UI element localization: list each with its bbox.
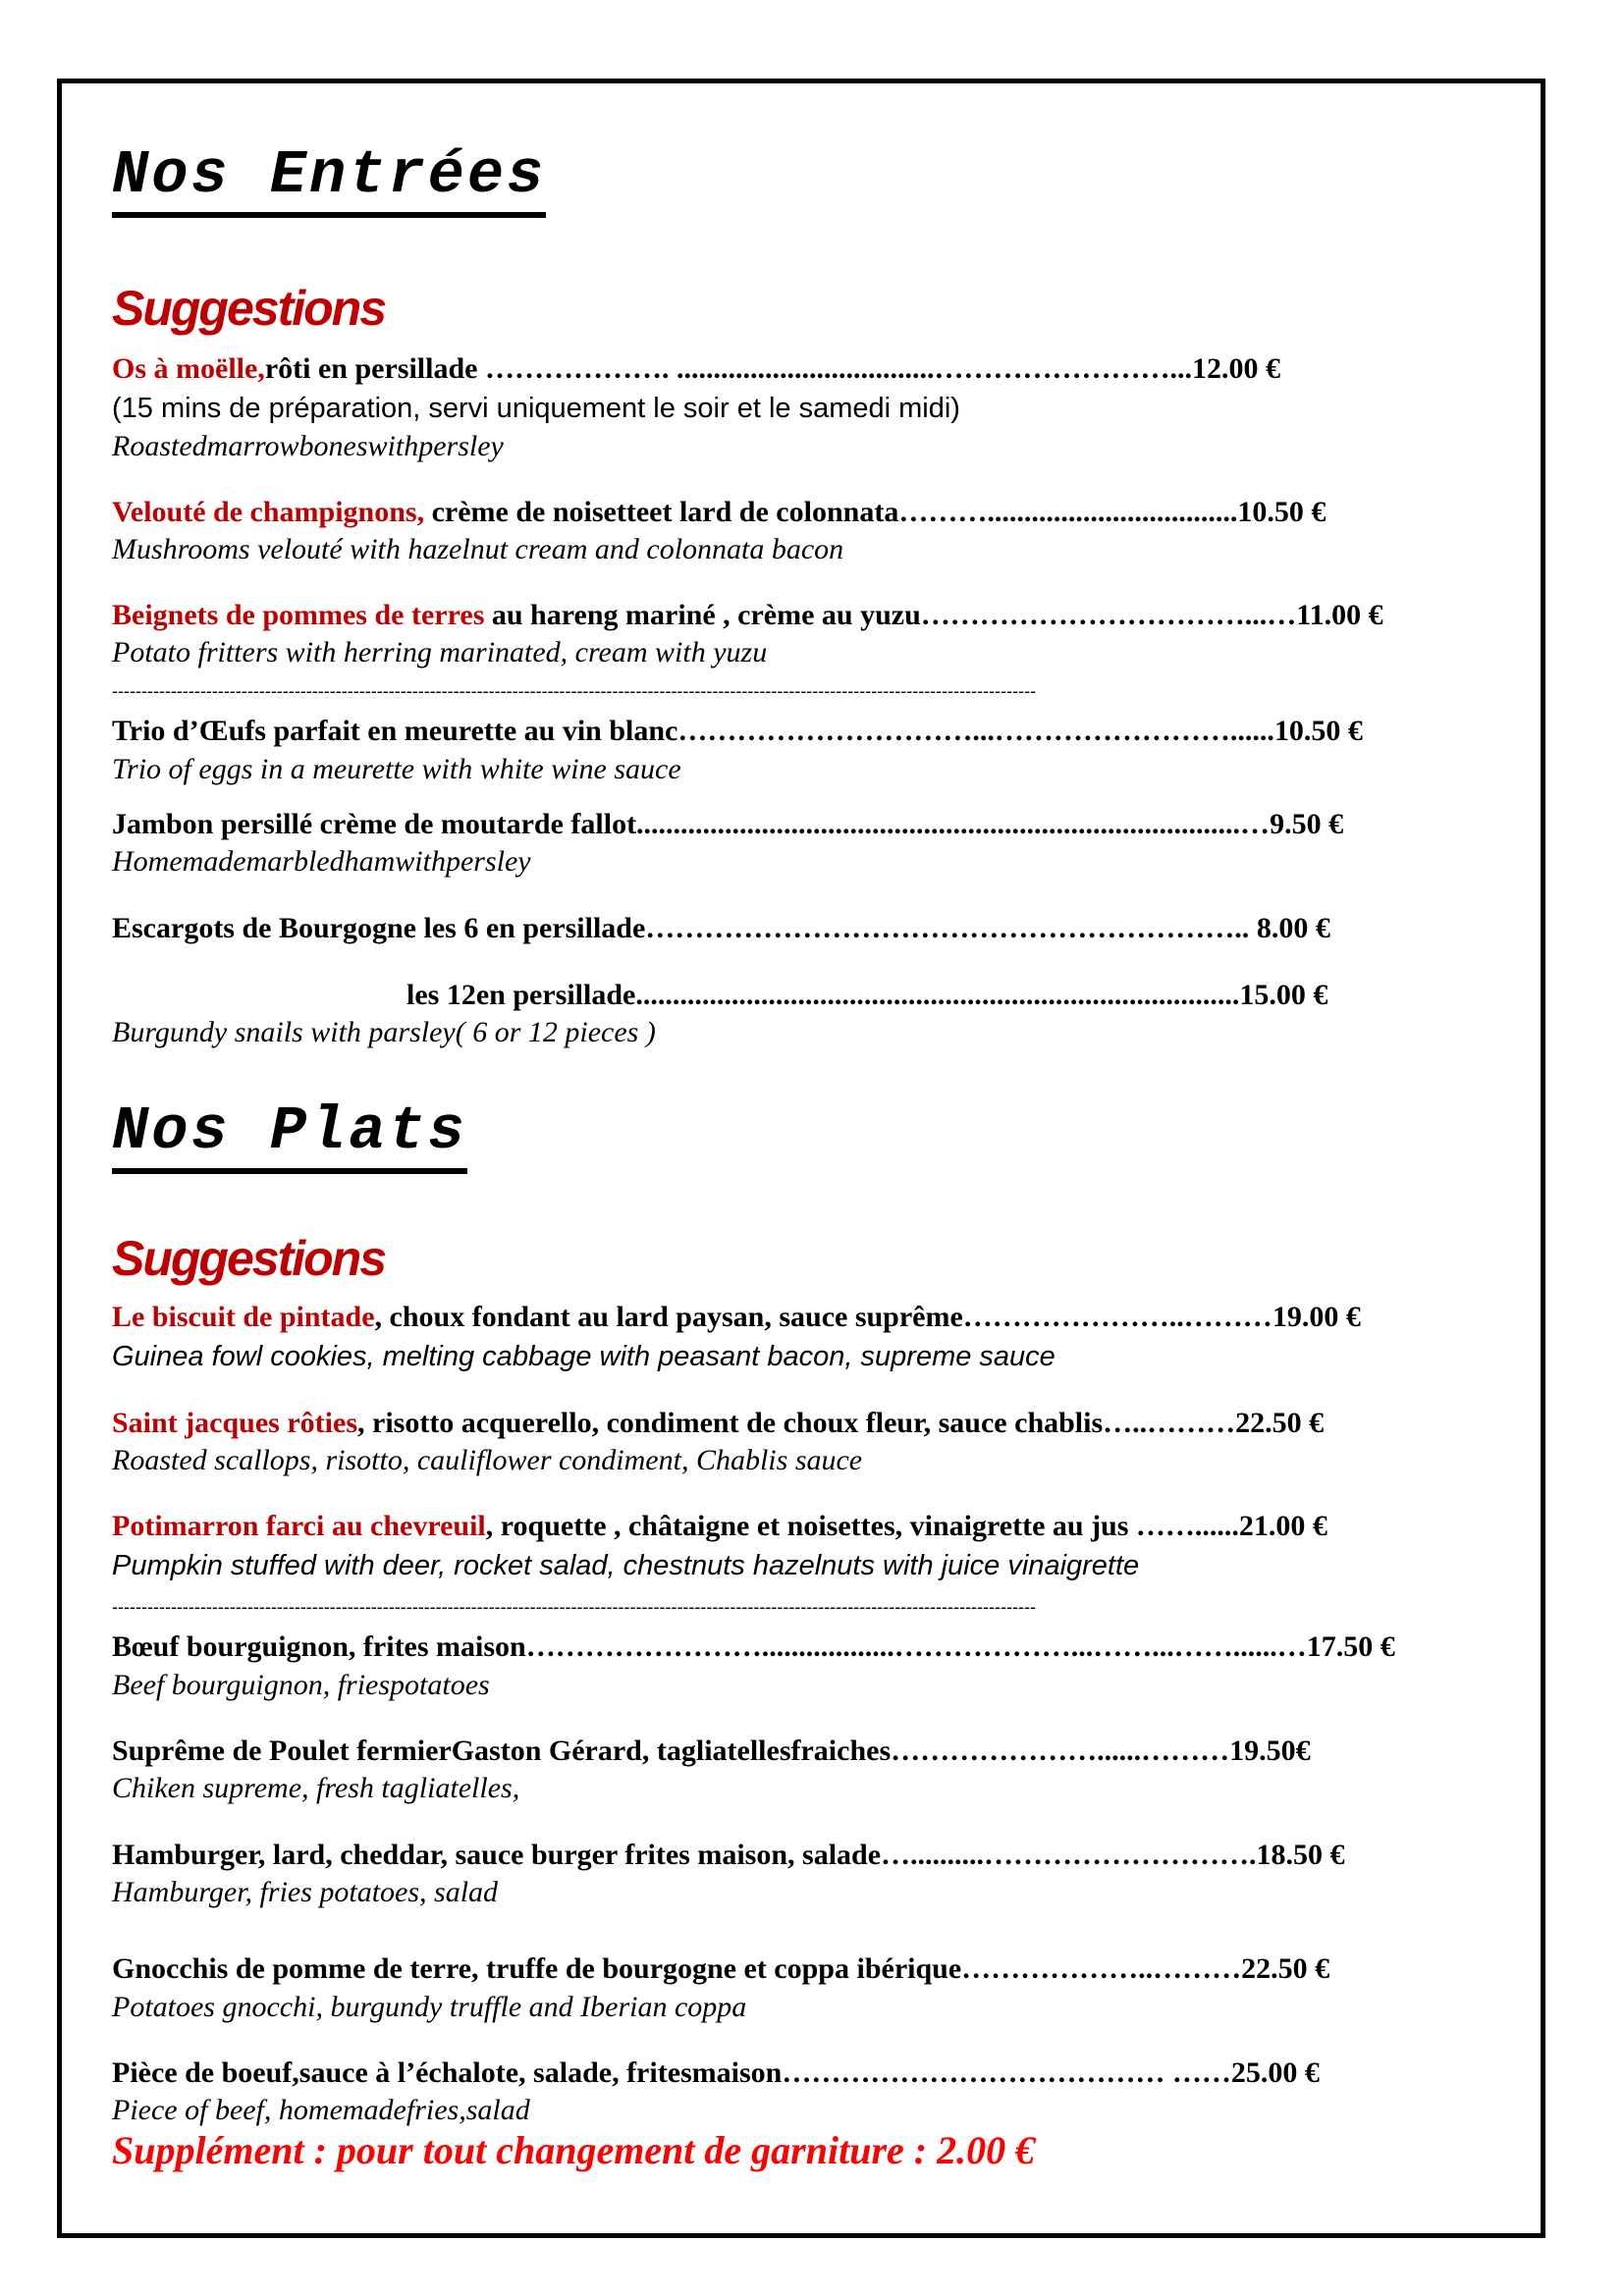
dish-english: Homemademarbledhamwithpersley <box>112 845 531 878</box>
dish-price: 10.50 € <box>1273 715 1363 747</box>
dish-description: , roquette , châtaigne et noisettes, vinaigrette au jus ……...... <box>485 1510 1239 1542</box>
menu-item-escargots-12 <box>406 978 1327 1013</box>
dish-price: 19.00 € <box>1272 1301 1361 1333</box>
menu-item-supreme-poulet <box>112 1734 1311 1769</box>
dish-price: 22.50 € <box>1241 1952 1330 1985</box>
menu-item-trio-oeufs <box>112 714 1363 749</box>
menu-item-saint-jacques <box>112 1406 1324 1441</box>
dish-price: 9.50 € <box>1270 808 1344 840</box>
dish-description: Bœuf bourguignon, frites maison……………………..................………………...……...……......… <box>112 1630 1307 1663</box>
dish-english: Piece of beef, homemadefries,salad <box>112 2094 530 2126</box>
dish-price: 21.00 € <box>1238 1510 1327 1542</box>
dish-description: Jambon persillé crème de moutarde fallot..................................................................................… <box>112 808 1271 840</box>
plats-suggestions-label: Suggestions <box>112 1231 386 1286</box>
dish-price: 15.00 € <box>1239 979 1328 1011</box>
dish-english: Burgundy snails with parsley( 6 or 12 pieces ) <box>112 1016 656 1048</box>
menu-item-gnocchis <box>112 1951 1329 1987</box>
dish-description: rôti en persillade ………………. ...................................……………………... <box>264 352 1192 385</box>
menu-item-veloute <box>112 495 1326 530</box>
dish-english: Trio of eggs in a meurette with white wine sauce <box>112 753 681 785</box>
dish-price: 8.00 € <box>1256 912 1330 944</box>
separator: ------------------------------------------------------------------------------------------------------------------------------------------------------------- <box>112 681 1037 701</box>
dish-english: Pumpkin stuffed with deer, rocket salad, chestnuts hazelnuts with juice vinaigrette <box>112 1550 1140 1581</box>
menu-item-potimarron <box>112 1509 1327 1544</box>
dish-description: Pièce de boeuf,sauce à l’échalote, salade, fritesmaison………………………………… …… <box>112 2056 1231 2089</box>
menu-item-escargots-6 <box>112 911 1330 946</box>
dish-description: Hamburger, lard, cheddar, sauce burger frites maison, salade…..........………………………. <box>112 1839 1257 1871</box>
dish-price: 11.00 € <box>1296 599 1383 631</box>
separator: ------------------------------------------------------------------------------------------------------------------------------------------------------------- <box>112 1597 1037 1617</box>
menu-item-hamburger <box>112 1838 1345 1873</box>
dish-note: (15 mins de préparation, servi uniquement le soir et le samedi midi) <box>112 393 960 424</box>
menu-item-boeuf-bourguignon <box>112 1629 1395 1665</box>
dish-description: Gnocchis de pomme de terre, truffe de bourgogne et coppa ibérique………………..……… <box>112 1952 1242 1985</box>
menu-item-jambon-persille <box>112 807 1343 842</box>
dish-english: Roastedmarrowboneswithpersley <box>112 430 504 462</box>
dish-price: 18.50 € <box>1256 1839 1345 1871</box>
dish-english: Hamburger, fries potatoes, salad <box>112 1876 499 1908</box>
dish-description: Suprême de Poulet fermierGaston Gérard, tagliatellesfraiches…………………......……… <box>112 1735 1230 1767</box>
dish-description: au hareng mariné , crème au yuzu……………………………...… <box>484 599 1297 631</box>
supplement-note: Supplément : pour tout changement de garniture : 2.00 € <box>112 2128 1036 2172</box>
dish-description: , choux fondant au lard paysan, sauce suprême…………………..……… <box>374 1301 1272 1333</box>
dish-description: les 12en persillade.................................................................................. <box>406 979 1240 1011</box>
dish-price: 10.50 € <box>1237 496 1326 528</box>
dish-english: Mushrooms velouté with hazelnut cream and colonnata bacon <box>112 533 844 565</box>
dish-price: 22.50 € <box>1235 1407 1325 1439</box>
dish-description: , risotto acquerello, condiment de choux fleur, sauce chablis…..……… <box>357 1407 1236 1439</box>
dish-price: 25.00 € <box>1230 2056 1320 2089</box>
menu-item-os-a-moelle <box>112 351 1280 387</box>
dish-description: crème de noisetteet lard de colonnata……….................................. <box>424 496 1238 528</box>
menu-item-pintade <box>112 1300 1361 1335</box>
menu-item-beignets <box>112 598 1383 633</box>
dish-english: Roasted scallops, risotto, cauliflower condiment, Chablis sauce <box>112 1444 863 1476</box>
dish-name-highlight: Beignets de pommes de terres <box>112 599 485 631</box>
dish-english: Chiken supreme, fresh tagliatelles, <box>112 1772 520 1804</box>
dish-description: Trio d’Œufs parfait en meurette au vin blanc…………………………...……………………...... <box>112 715 1274 747</box>
dish-english: Potato fritters with herring marinated, cream with yuzu <box>112 636 768 668</box>
dish-name-highlight: Velouté de champignons, <box>112 496 425 528</box>
entrees-title: Nos Entrées <box>112 141 546 218</box>
dish-price: 17.50 € <box>1306 1630 1395 1663</box>
dish-english: Beef bourguignon, friespotatoes <box>112 1669 490 1701</box>
dish-name-highlight: Os à moëlle, <box>112 352 265 385</box>
dish-english: Guinea fowl cookies, melting cabbage with peasant bacon, supreme sauce <box>112 1341 1056 1372</box>
dish-name-highlight: Saint jacques rôties <box>112 1407 357 1439</box>
plats-title: Nos Plats <box>112 1097 467 1174</box>
entrees-suggestions-label: Suggestions <box>112 281 386 336</box>
dish-price: 12.00 € <box>1191 352 1280 385</box>
dish-name-highlight: Le biscuit de pintade <box>112 1301 375 1333</box>
dish-english: Potatoes gnocchi, burgundy truffle and Iberian coppa <box>112 1991 747 2023</box>
dish-name-highlight: Potimarron farci au chevreuil <box>112 1510 486 1542</box>
dish-price: 19.50€ <box>1229 1735 1311 1767</box>
menu-item-piece-de-boeuf <box>112 2056 1320 2091</box>
dish-description: Escargots de Bourgogne les 6 en persillade…………………………………………………….. <box>112 912 1257 944</box>
